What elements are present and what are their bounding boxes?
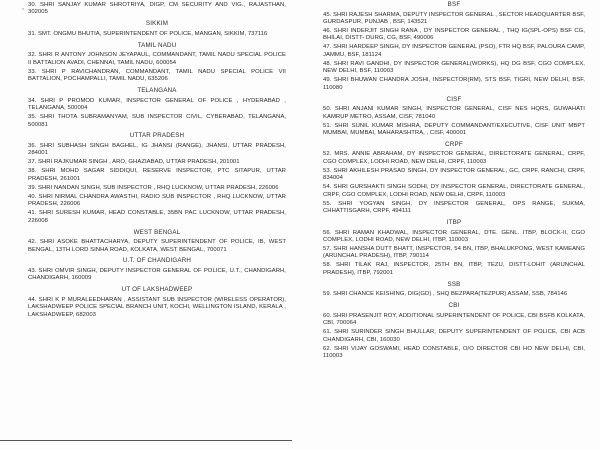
right-column — [323, 2, 585, 362]
section-heading: WEST BENGAL — [133, 228, 181, 236]
award-entry: 54. SHRI GURSHAKTI SINGH SODHI, DY INSPECTOR GENERAL, DIRECTORATE GENERAL, CRPF, CGO COMPLEX, LODHI ROAD, NEW DELHI, CRPF, 110003 — [323, 184, 585, 198]
award-entry: 62. SHRI VIJAY GOSWAMI, HEAD CONSTABLE, O/O DIRECTOR CBI HO NEW DELHI, CBI, 110003 — [323, 345, 585, 359]
award-entry: 50. SHRI ANJANI KUMAR SINGH, INSPECTOR GENERAL, CISF NES HQRS, GUWAHATI KAMRUP METRO, ASSAM, CISF, 781040 — [323, 106, 585, 120]
award-entry: 47. SHRI HARDEEP SINGH, DY INSPECTOR GENERAL (PSO), FTR HQ BSF, PALOURA CAMP, JAMMU, BSF, 181124 — [323, 44, 585, 58]
scan-mark: , — [22, 4, 24, 11]
section-heading: TAMIL NADU — [137, 41, 177, 49]
award-entry: 59. SHRI CHANCE KEISHING, DIG(GD) , SHQ BEZPARA(TEZPUR) ASSAM, SSB, 784146 — [323, 291, 568, 298]
award-entry: 56. SHRI RAMAN KHADWAL, INSPECTOR GENERAL, DTE. GENL. ITBP, BLOCK-II, CGO COMPLEX, LODHI ROAD, NEW DELHI, ITBP, 110003 — [323, 229, 585, 243]
award-entry: 40. SHRI NIRMAL CHANDRA AWASTHI, RADIO SUB INSPECTOR , RHQ LUCKNOW, UTTAR PRADESH, 226006 — [28, 193, 286, 208]
section-heading: SSB — [447, 280, 461, 288]
award-entry: 49. SHRI BHUWAN CHANDRA JOSHI, INSPECTOR(RM), STS BSF, TIGRI, NEW DELHI, BSF, 110080 — [323, 77, 585, 91]
section-heading: UT OF LAKSHADWEEP — [121, 286, 193, 294]
section-heading: CRPF — [445, 140, 463, 148]
award-entry: 31. SMT. ONGMU BHUTIA, SUPERINTENDENT OF POLICE, MANGAN, SIKKIM, 737116 — [28, 30, 268, 37]
award-entry: 51. SHRI SUNIL KUMAR MISHRA, DEPUTY COMMANDANT/EXECUTIVE, CISF UNIT MBPT MUMBAI, MUMBAI, MAHARASHTRA, , CISF, 400001 — [323, 122, 585, 136]
award-entry: 60. SHRI PRASENJIT ROY, ADDITIONAL SUPERINTENDENT OF POLICE, CBI BSFB KOLKATA, CBI, 700064 — [323, 312, 585, 327]
award-entry: 44. SHRI K P MURALEEDHARAN , ASSISTANT SUB INSPECTOR (WIRELESS OPERATOR), LAKSHADWEEP POLICE SPECIAL BRANCH UNIT, KOCHI, WELLINGTON ISLAND, KERALA , LAKSHADWEEP, 682003 — [28, 296, 286, 318]
award-entry: 61. SHRI SURINDER SINGH BHULLAR, DEPUTY SUPERINTENDENT OF POLICE, CBI ACB CHANDIGARH, CBI, 160030 — [323, 329, 585, 343]
award-entry: 30. SHRI SANJAY KUMAR SHROTRIYA, DIGP, CM SECURITY AND VIG., RAJASTHAN, 302005 — [28, 2, 286, 16]
award-entry: 37. SHRI RAJKUMAR SINGH , ARO, GHAZIABAD, UTTAR PRADESH, 201001 — [28, 159, 240, 166]
award-entry: 33. SHRI P RAVICHANDRAN, COMMANDANT, TAMIL NADU SPECIAL POLICE VII BATTALION, POCHAMPALLI, TAMIL NADU, 635206 — [28, 68, 286, 83]
section-heading: ITBP — [446, 218, 462, 226]
award-entry: 38. SHRI MOHD SAGAR SIDDIQUI, RESERVE INSPECTOR, PTC SITAPUR, UTTAR PRADESH, 261001 — [28, 168, 286, 182]
award-entry: 32. SHRI R ANTONY JOHNSON JEYAPAUL, COMMANDANT, TAMIL NADU SPECIAL POLICE II BATTALION AVADI, CHENNAI, TAMIL NADU, 600054 — [28, 52, 286, 66]
award-entry: 46. SHRI INDERJIT SINGH RANA , DY INSPECTOR GENERAL , THQ IG(SPL-OPS) BSF CG, BHILAI, DISTT- DURG, CG, BSF, 490006 — [323, 28, 585, 42]
section-heading: CBI — [448, 302, 460, 310]
section-heading: UTTAR PRADESH — [129, 132, 185, 140]
section-heading: TELANGANA — [137, 87, 177, 95]
award-entry: 45. SHRI RAJESH SHARMA, DEPUTY INSPECTOR GENERAL , SECTOR HEADQUARTER BSF, GURDASPUR, PUNJAB , BSF, 143521 — [323, 11, 585, 25]
award-entry: 39. SHRI NANDAN SINGH, SUB INSPECTOR , RHQ LUCKNOW, UTTAR PRADESH, 226006 — [28, 184, 279, 191]
award-entry: 41. SHRI SURESH KUMAR, HEAD CONSTABLE, 35BN PAC LUCKNOW, UTTAR PRADESH, 226008 — [28, 210, 286, 224]
left-column — [28, 2, 286, 321]
award-entry: 57. SHRI HANSHA DUTT BHATT, INSPECTOR, 54 BN, ITBP, BHALUKPONG, WEST KAMEANG (ARUNCHAL PRADESH), ITBP, 790114 — [323, 245, 585, 260]
award-entry: 42. SHRI ASOKE BHATTACHARYA, DEPUTY SUPERINTENDENT OF POLICE, IB, WEST BENGAL, 13TH LORD SINHA ROAD, KOLKATA, WEST BENGAL, 700071 — [28, 239, 286, 253]
section-heading: BSF — [447, 1, 461, 8]
award-entry: 48. SHRI RAVI GANDHI, DY INSPECTOR GENERAL(WORKS), HQ DG BSF, CGO COMPLEX, NEW DELHI, BSF, 110003 — [323, 60, 585, 75]
award-entry: 34. SHRI P PROMOD KUMAR, INSPECTOR GENERAL OF POLICE , HYDERABAD , TELANGANA, 500004 — [28, 97, 286, 112]
section-heading: SIKKIM — [145, 20, 169, 28]
award-entry: 53. SHRI AKHILESH PRASAD SINGH, DY INSPECTOR GENERAL, GC, CRPF, RANCHI, CRPF, 834004 — [323, 167, 585, 182]
award-entry: 58. SHRI TILAK RAJ, INSPECTOR, 25TH BN, ITBP, TEZU, DISTT-LOHIT (ARUNCHAL PRADESH), ITBP, 792001 — [323, 262, 585, 276]
award-entry: 43. SHRI OMVIR SINGH, DEPUTY INSPECTOR GENERAL OF POLICE, U.T., CHANDIGARH, CHANDIGARH, 160009 — [28, 268, 286, 282]
section-heading: U.T. OF CHANDIGARH — [122, 257, 192, 265]
award-entry: 52. MRS. ANNIE ABRAHAM, DY INSPECTOR GENERAL, DIRECTORATE GENERAL, CRPF, CGO COMPLEX, LODHI ROAD, NEW DELHI, CRPF, 110003 — [323, 151, 585, 165]
award-entry: 55. SHRI YOGYAN SINGH, DY INSPECTOR GENERAL, OPS RANGE, SUKMA, CHHATTISGARH, CRPF, 494111 — [323, 200, 585, 215]
award-entry: 35. SHRI THOTA SUBRAMANYAM, SUB INSPECTOR CIVIL, CYBERABAD, TELANGANA, 500081 — [28, 114, 286, 128]
bottom-rule — [0, 440, 292, 441]
award-entry: 36. SHRI SUBHASH SINGH BAGHEL, IG JHANSI (RANGE), JHANSI, UTTAR PRADESH, 284001 — [28, 143, 286, 157]
section-heading: CISF — [446, 95, 462, 103]
